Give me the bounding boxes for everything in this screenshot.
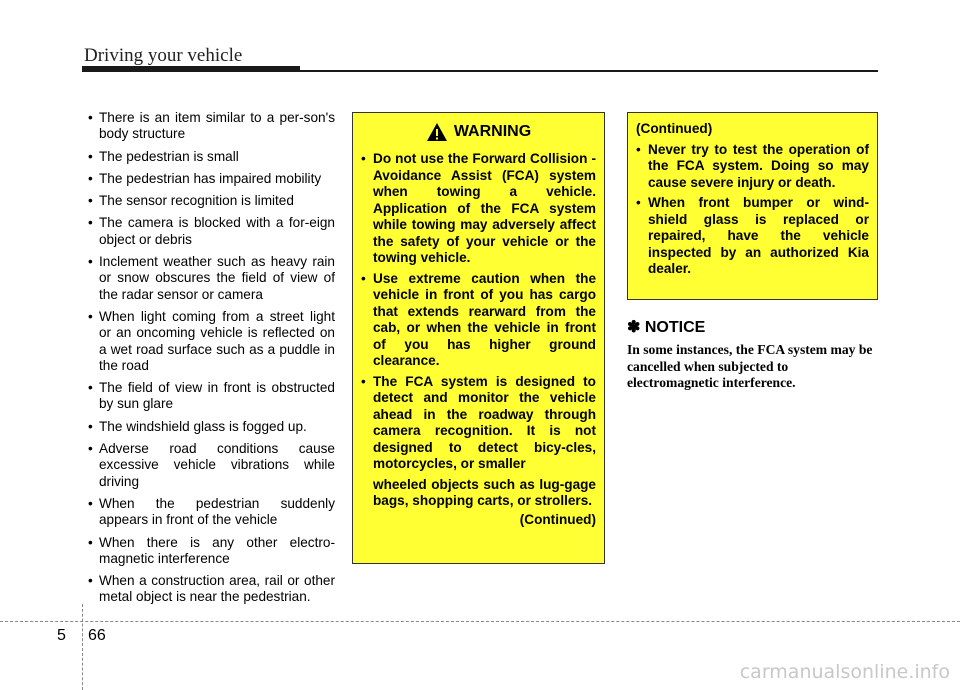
continued-label: (Continued) bbox=[519, 511, 596, 527]
conditions-list bbox=[83, 110, 335, 606]
warning-triangle-icon bbox=[426, 122, 448, 142]
warning-list bbox=[361, 151, 596, 473]
header-rule-thick bbox=[82, 66, 300, 72]
list-item: • The windshield glass is fogged up. bbox=[83, 419, 335, 435]
watermark: carmanualsonline.info bbox=[739, 661, 950, 683]
notice-body: In some instances, the FCA system may be cancelled when subjected to electromagnetic interference. bbox=[627, 342, 873, 390]
list-item: • When light coming from a street light or an oncoming vehicle is reflected on a wet road surface such as a puddle in the road bbox=[83, 309, 335, 374]
continued-heading: (Continued) bbox=[636, 121, 713, 136]
warning-continued-box bbox=[627, 112, 878, 300]
warning-item: • The FCA system is designed to detect and monitor the vehicle ahead in the roadway through camera recognition. It is not designed to detect bicy-cles, motorcycles, or smaller bbox=[361, 374, 596, 473]
chapter-number: 5 bbox=[57, 627, 66, 644]
warning-item: • Never try to test the operation of the FCA system. Doing so may cause severe injury or death. bbox=[636, 142, 869, 192]
warning-item: • When front bumper or wind-shield glass is replaced or repaired, have the vehicle inspected by an authorized Kia dealer. bbox=[636, 195, 869, 278]
list-item: • The pedestrian is small bbox=[83, 149, 335, 165]
list-item: • Adverse road conditions cause excessive vehicle vibrations while driving bbox=[83, 441, 335, 490]
footer-rule bbox=[0, 621, 960, 622]
footer-divider bbox=[82, 604, 83, 690]
page-header-title: Driving your vehicle bbox=[84, 45, 243, 66]
list-item: • There is an item similar to a per-son's body structure bbox=[83, 110, 335, 143]
list-item: • When there is any other electro-magnetic interference bbox=[83, 535, 335, 568]
continued-list bbox=[636, 142, 869, 278]
warning-title: WARNING bbox=[453, 122, 532, 140]
list-item: • When a construction area, rail or other metal object is near the pedestrian. bbox=[83, 573, 335, 606]
header-rule-thin bbox=[300, 70, 878, 72]
warning-box bbox=[352, 112, 605, 564]
conditions-list-column bbox=[83, 110, 335, 612]
list-item: • The camera is blocked with a for-eign object or debris bbox=[83, 215, 335, 248]
warning-item: • Do not use the Forward Collision -Avoidance Assist (FCA) system when towing a vehicle. Application of the FCA system while towing may adversely affect the safety of your vehicle or the towing vehicle. bbox=[361, 151, 596, 267]
notice-title: ✽ NOTICE bbox=[627, 319, 706, 336]
list-item: • The sensor recognition is limited bbox=[83, 193, 335, 209]
page-number: 66 bbox=[88, 627, 106, 644]
warning-item: • Use extreme caution when the vehicle in front of you has cargo that extends rearward from the cab, or when the vehicle in front of you has higher ground clearance. bbox=[361, 271, 596, 370]
list-item: • Inclement weather such as heavy rain or snow obscures the field of view of the radar sensor or camera bbox=[83, 254, 335, 303]
list-item: • The field of view in front is obstructed by sun glare bbox=[83, 380, 335, 413]
warning-header bbox=[361, 119, 596, 145]
list-item: • The pedestrian has impaired mobility bbox=[83, 171, 335, 187]
list-item: • When the pedestrian suddenly appears in front of the vehicle bbox=[83, 496, 335, 529]
warning-continuation: wheeled objects such as lug-gage bags, shopping carts, or strollers. bbox=[373, 476, 596, 508]
